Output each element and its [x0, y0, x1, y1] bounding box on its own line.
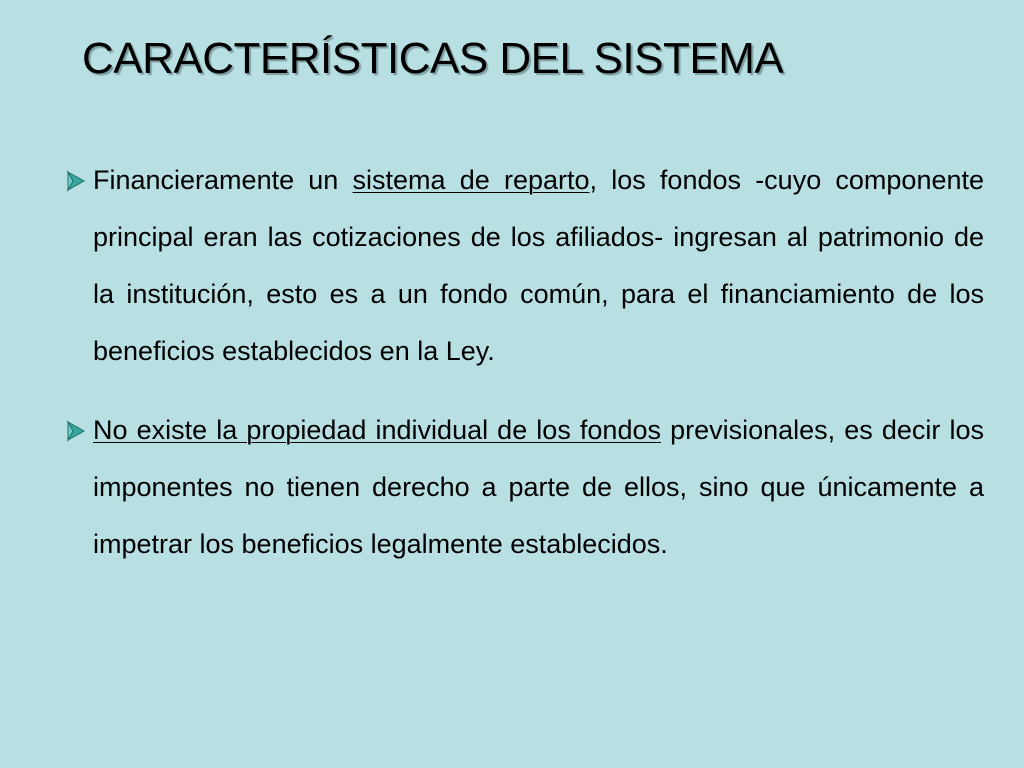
bullet-text-rest: previsionales, es decir los imponentes no tienen derecho a parte de ellos, sino que únicamente a impetrar los beneficios legalmente establecidos.: [93, 415, 984, 559]
bullet-text: [93, 402, 984, 573]
bullet-item-propiedad: [64, 402, 984, 573]
bullet-text: [93, 152, 984, 380]
arrow-bullet-icon: [64, 152, 93, 209]
slide-title: CARACTERÍSTICAS DEL SISTEMA: [82, 34, 784, 83]
bullet-text-lead: Financieramente un: [93, 165, 353, 195]
arrow-bullet-icon: [64, 402, 93, 459]
bullet-item-reparto: [64, 152, 984, 380]
bullet-list: [64, 152, 984, 595]
underlined-term-sistema-de-reparto: sistema de reparto: [352, 165, 590, 195]
bullet-text-rest: , los fondos -cuyo componente principal eran las cotizaciones de los afiliados- ingresan al patrimonio de la institución, esto es a un fondo común, para el financiamiento de los beneficios establecidos en la Ley.: [93, 165, 985, 366]
underlined-term-no-existe-propiedad: No existe la propiedad individual de los fondos: [93, 415, 661, 445]
